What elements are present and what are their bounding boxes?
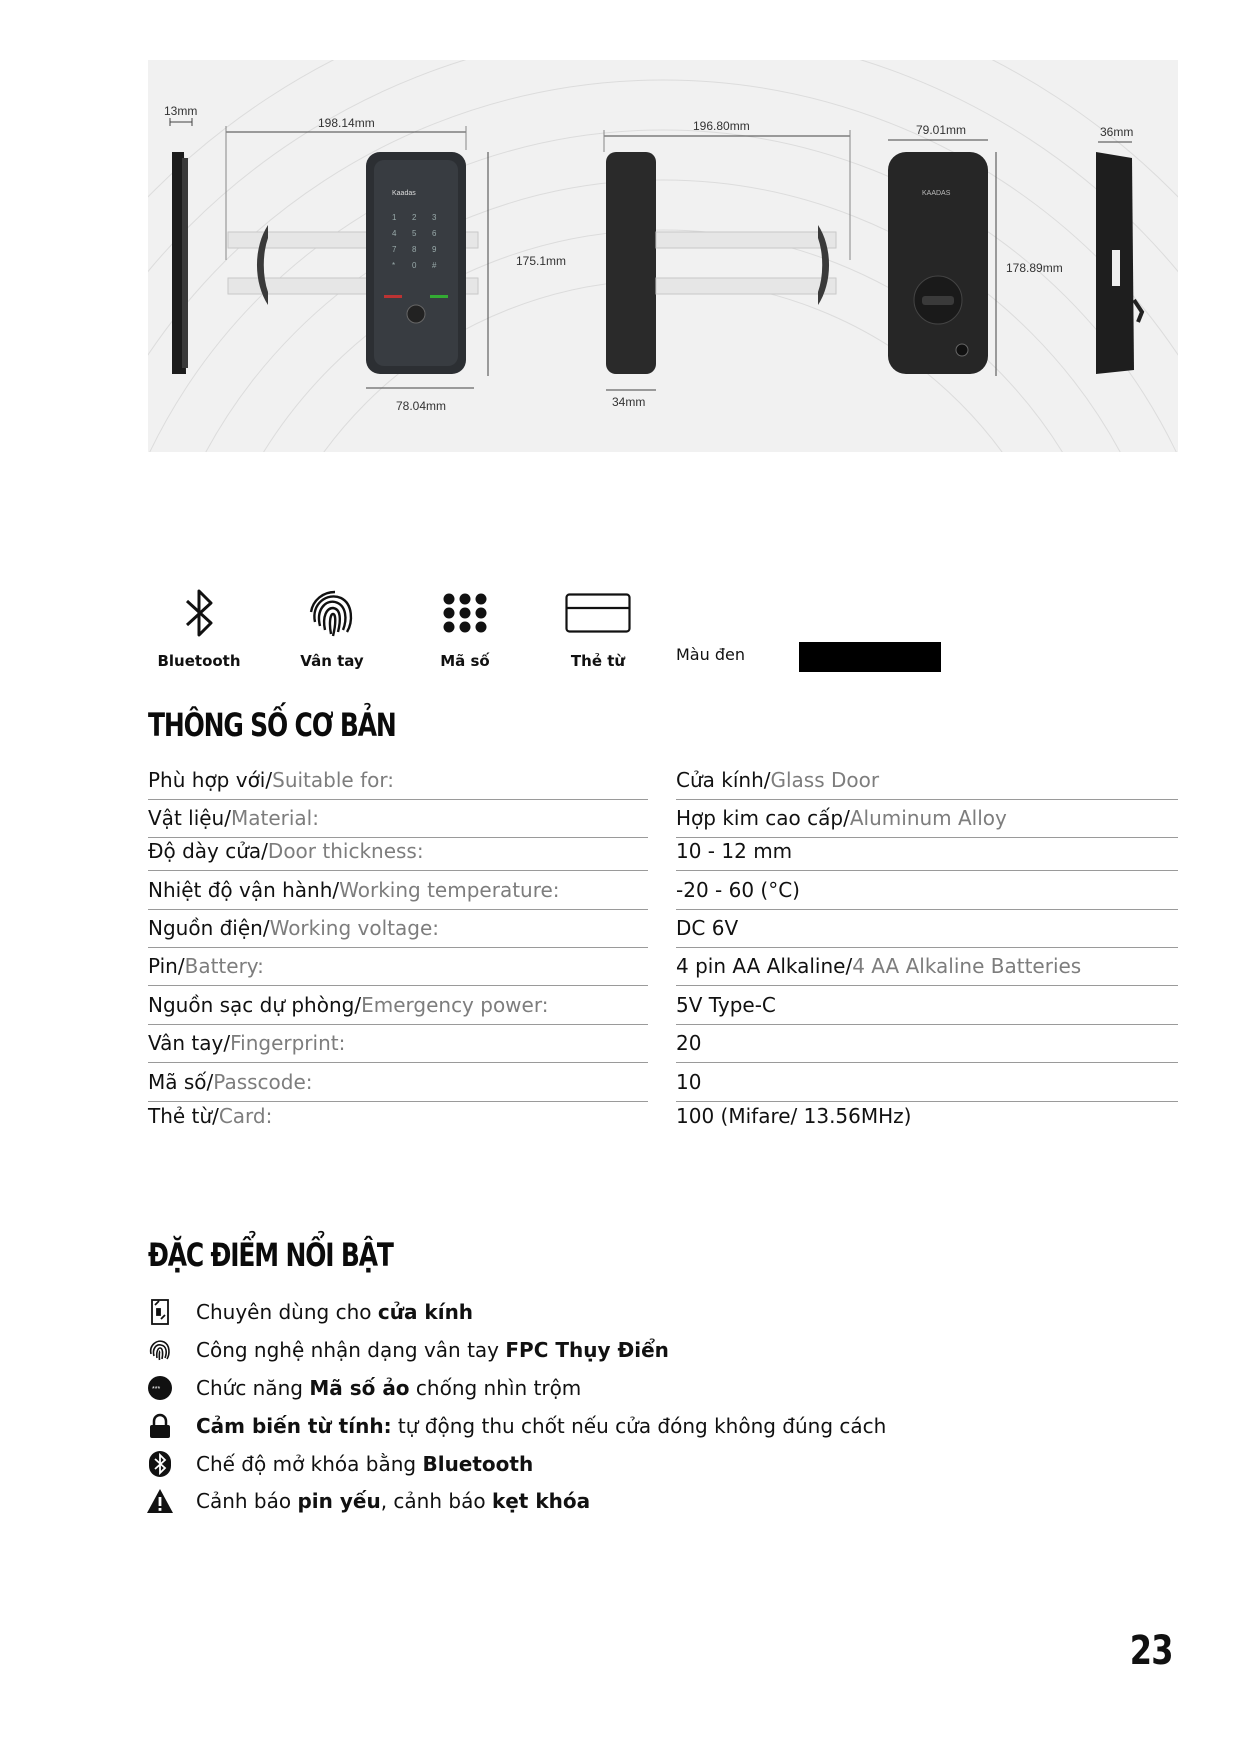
spec-label: Pin / Battery: (148, 947, 648, 986)
lock-edge-view-right (1096, 152, 1142, 374)
product-dimension-image (148, 60, 1178, 452)
spec-value-vi: 10 - 12 mm (676, 839, 793, 863)
keypad-key: * (392, 261, 396, 270)
dimension-drawing (148, 60, 1178, 452)
highlight-emphasis: Bluetooth (422, 1452, 534, 1476)
fingerprint-icon (146, 1336, 174, 1364)
dim-width-front: 198.14mm (318, 116, 375, 130)
keypad-key: 6 (432, 229, 437, 238)
highlight-item (146, 1447, 1146, 1481)
keypad-key: 2 (412, 213, 417, 222)
spec-row (148, 1063, 1178, 1101)
keypad-key: 9 (432, 245, 437, 254)
spec-label-vi: Độ dày cửa (148, 839, 262, 863)
spec-label: Độ dày cửa / Door thickness: (148, 832, 648, 871)
spec-label-en: Suitable for: (272, 768, 394, 792)
highlight-emphasis: Mã số ảo (309, 1376, 410, 1400)
dim-width-side: 196.80mm (693, 119, 750, 133)
warning-icon (146, 1487, 174, 1515)
spec-value: Cửa kính / Glass Door (676, 761, 1178, 800)
color-option-label: Màu đen (676, 645, 745, 664)
color-swatch[interactable] (799, 642, 941, 672)
spec-label-en: Working voltage: (269, 916, 439, 940)
dim-height-front: 175.1mm (516, 254, 567, 268)
spec-label-en: Fingerprint: (230, 1031, 346, 1055)
highlight-emphasis: FPC Thụy Điển (505, 1338, 669, 1362)
highlight-text (196, 1300, 473, 1324)
lock-icon (146, 1412, 174, 1440)
spec-value-en: 4 AA Alkaline Batteries (852, 954, 1082, 978)
keypad-key: 1 (392, 213, 397, 222)
spec-label: Phù hợp với / Suitable for: (148, 761, 648, 800)
feature-bluetooth (139, 586, 259, 670)
spec-value-vi: 100 (Mifare/ 13.56MHz) (676, 1104, 912, 1128)
specs-title: THÔNG SỐ CƠ BẢN (148, 706, 396, 744)
svg-text:KAADAS: KAADAS (922, 190, 951, 197)
spec-label-vi: Mã số (148, 1070, 207, 1094)
lock-edge-view-left (172, 152, 188, 374)
brand-logo: Kaadas (392, 190, 416, 197)
spec-label-en: Door thickness: (267, 839, 424, 863)
spec-value (676, 1097, 1178, 1135)
highlight-item (146, 1409, 1146, 1443)
spec-value (676, 909, 1178, 948)
highlights-title: ĐẶC ĐIỂM NỔI BẬT (148, 1236, 393, 1274)
spec-label: Vân tay / Fingerprint: (148, 1024, 648, 1063)
highlight-text-part: Cảnh báo (196, 1489, 298, 1513)
spec-row (148, 1097, 1178, 1135)
spec-value: Hợp kim cao cấp / Aluminum Alloy (676, 799, 1178, 838)
spec-label-vi: Vân tay (148, 1031, 224, 1055)
highlight-text-part: chống nhìn trộm (409, 1376, 582, 1400)
keypad-key: 0 (412, 261, 417, 270)
spec-label-en: Card: (218, 1104, 273, 1128)
spec-row (148, 909, 1178, 947)
spec-row (148, 832, 1178, 870)
highlight-text (196, 1452, 533, 1476)
keypad-key: 3 (432, 213, 437, 222)
highlight-text (196, 1376, 581, 1400)
dim-width-back: 79.01mm (916, 123, 967, 137)
feature-label: Thẻ từ (570, 652, 626, 670)
dim-height-back: 178.89mm (1006, 261, 1063, 275)
highlight-text-part: , cảnh báo (380, 1489, 492, 1513)
spec-label-en: Battery: (184, 954, 264, 978)
spec-label: Nhiệt độ vận hành / Working temperature: (148, 871, 648, 910)
feature-label: Mã số (440, 652, 490, 670)
spec-label-vi: Thẻ từ (148, 1104, 213, 1128)
feature-fingerprint (272, 586, 392, 670)
spec-label-vi: Vật liệu (148, 806, 225, 830)
highlight-text-part: Chế độ mở khóa bằng (196, 1452, 423, 1476)
spec-label-vi: Pin (148, 954, 178, 978)
bluetooth-icon (139, 586, 259, 640)
dim-depth-right: 36mm (1100, 125, 1134, 139)
highlight-text-part: Chức năng (196, 1376, 310, 1400)
spec-label-en: Passcode: (213, 1070, 313, 1094)
spec-value (676, 832, 1178, 871)
feature-label: Vân tay (300, 652, 364, 670)
highlight-text-part: Chuyên dùng cho (196, 1300, 378, 1324)
spec-label: Mã số / Passcode: (148, 1063, 648, 1102)
spec-label-en: Emergency power: (361, 993, 549, 1017)
spec-value-vi: 20 (676, 1031, 702, 1055)
lock-front-view (228, 152, 478, 374)
svg-text:***: *** (152, 1386, 161, 1393)
spec-value: 4 pin AA Alkaline / 4 AA Alkaline Batteries (676, 947, 1178, 986)
spec-row (148, 986, 1178, 1024)
keypad-key: 4 (392, 229, 397, 238)
spec-label-vi: Nguồn điện (148, 916, 263, 940)
spec-value-vi: DC 6V (676, 916, 739, 940)
highlight-emphasis: kẹt khóa (491, 1489, 591, 1513)
lock-back-view (888, 152, 988, 374)
spec-row (148, 761, 1178, 799)
keypad-icon (405, 586, 525, 640)
keypad-key: # (432, 261, 437, 270)
keypad-key: 8 (412, 245, 417, 254)
spec-label-vi: Nguồn sạc dự phòng (148, 993, 355, 1017)
spec-value-vi: -20 - 60 (°C) (676, 878, 800, 902)
feature-passcode (405, 586, 525, 670)
feature-label: Bluetooth (157, 652, 241, 670)
keypad-key: 5 (412, 229, 417, 238)
highlight-text-part: tự động thu chốt nếu cửa đóng không đúng cách (391, 1414, 887, 1438)
spec-row (148, 947, 1178, 985)
highlight-text (196, 1414, 886, 1438)
dim-depth-outer: 13mm (164, 104, 198, 118)
spec-value-en: Glass Door (770, 768, 880, 792)
spec-label-en: Material: (230, 806, 319, 830)
dim-side-bottom: 34mm (612, 395, 646, 409)
spec-row (148, 1024, 1178, 1062)
spec-value-en: Aluminum Alloy (849, 806, 1007, 830)
spec-label: Nguồn điện / Working voltage: (148, 909, 648, 948)
highlight-text (196, 1489, 590, 1513)
highlight-item (146, 1484, 1146, 1518)
page-number: 23 (1130, 1628, 1173, 1674)
passcode-icon (146, 1374, 174, 1402)
spec-label: Vật liệu / Material: (148, 799, 648, 838)
spec-row (148, 871, 1178, 909)
highlight-item (146, 1371, 1146, 1405)
spec-value-vi: 4 pin AA Alkaline (676, 954, 846, 978)
highlight-item (146, 1295, 1146, 1329)
bluetooth-icon (146, 1450, 174, 1478)
spec-label-vi: Nhiệt độ vận hành (148, 878, 333, 902)
spec-value (676, 986, 1178, 1025)
highlight-emphasis: Cảm biến từ tính: (196, 1414, 392, 1438)
highlight-emphasis: cửa kính (377, 1300, 474, 1324)
card-icon (538, 586, 658, 640)
spec-value (676, 1024, 1178, 1063)
glass-door-icon (146, 1298, 174, 1326)
spec-label: Nguồn sạc dự phòng / Emergency power: (148, 986, 648, 1025)
highlight-text-part: Công nghệ nhận dạng vân tay (196, 1338, 506, 1362)
feature-card (538, 586, 658, 670)
spec-value-vi: Cửa kính (676, 768, 764, 792)
spec-value-vi: 10 (676, 1070, 702, 1094)
spec-value-vi: Hợp kim cao cấp (676, 806, 844, 830)
highlight-emphasis: pin yếu (297, 1489, 381, 1513)
spec-label: Thẻ từ / Card: (148, 1104, 273, 1128)
lock-side-view (606, 152, 836, 374)
spec-value (676, 871, 1178, 910)
highlight-text (196, 1338, 669, 1362)
dim-bottom-front: 78.04mm (396, 399, 447, 413)
spec-label-vi: Phù hợp với (148, 768, 266, 792)
highlight-item (146, 1333, 1146, 1367)
fingerprint-icon (272, 586, 392, 640)
spec-value-vi: 5V Type-C (676, 993, 776, 1017)
spec-label-en: Working temperature: (339, 878, 560, 902)
keypad-key: 7 (392, 245, 397, 254)
